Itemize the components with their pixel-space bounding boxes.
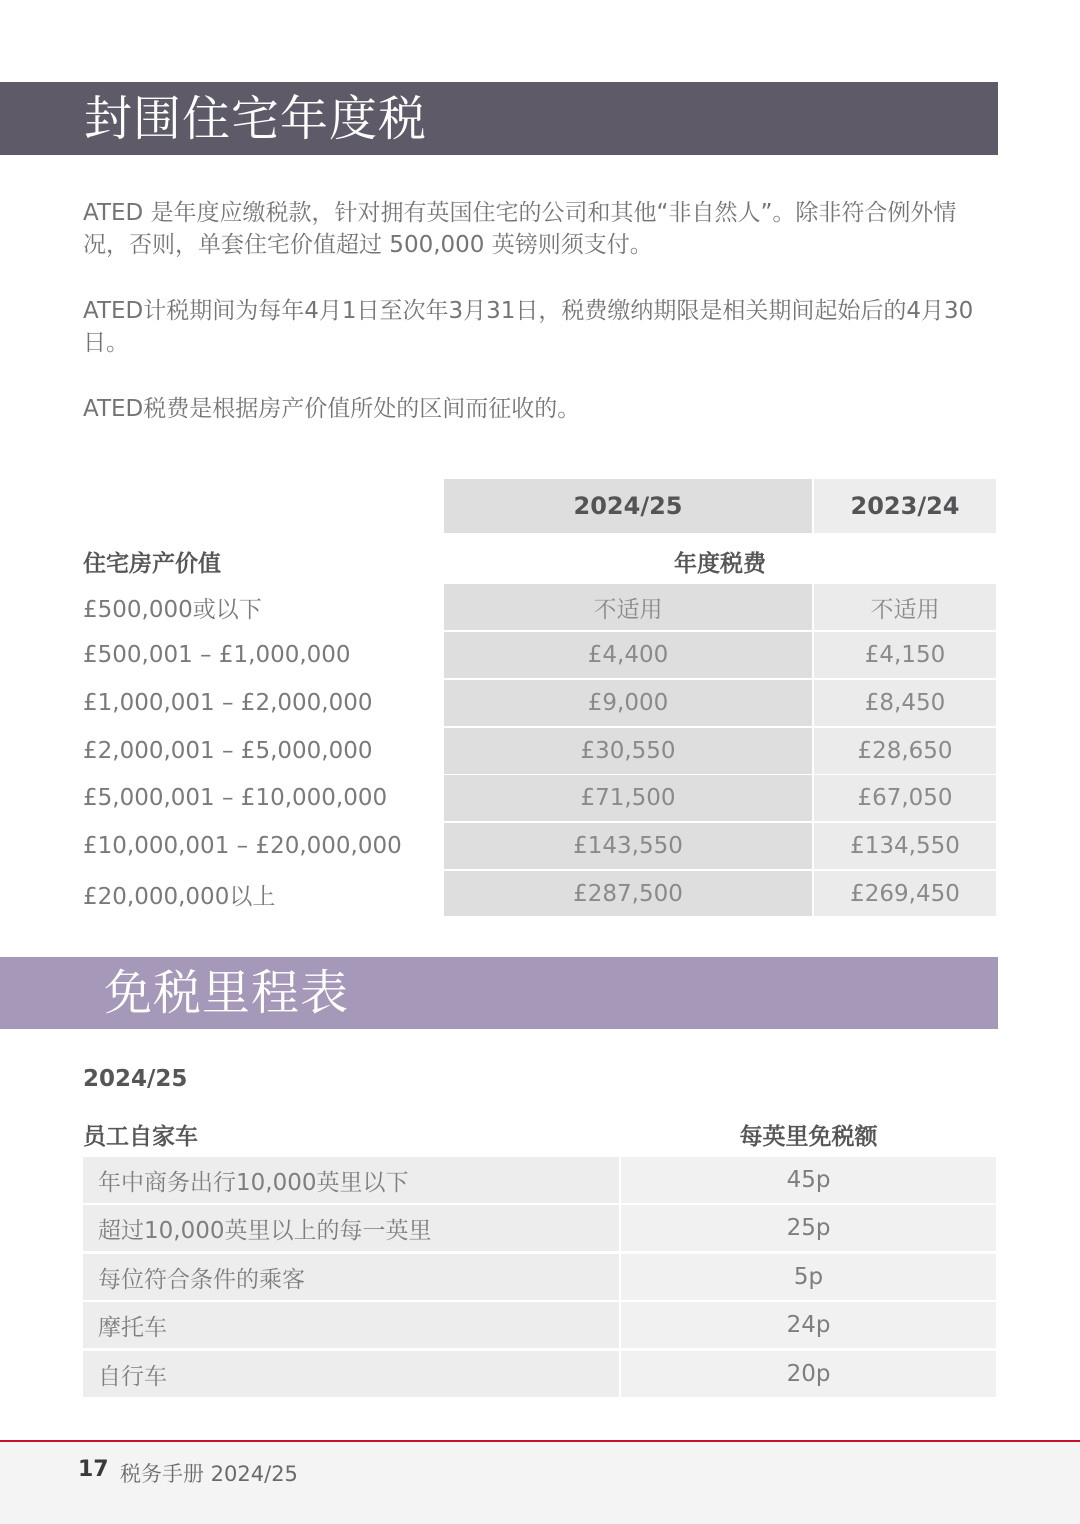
mileage-row-value: 25p: [621, 1205, 996, 1251]
mileage-row-label: 超过10,000英里以上的每一英里: [83, 1205, 619, 1251]
mileage-row-value: 24p: [621, 1302, 996, 1348]
mileage-row-value: 45p: [621, 1157, 996, 1203]
ated-band-label: £2,000,001 – £5,000,000: [83, 738, 373, 764]
ated-value-2024-25: £30,550: [444, 728, 812, 774]
ated-value-2023-24: £269,450: [814, 871, 996, 916]
mileage-col-right-header: 每英里免税额: [739, 1124, 878, 1150]
ated-band-label: £500,001 – £1,000,000: [83, 642, 351, 668]
ated-value-header: 年度税费: [674, 551, 766, 577]
ated-value-2023-24: 不适用: [814, 584, 996, 630]
ated-value-2023-24: £28,650: [814, 728, 996, 774]
mileage-section-title: 免税里程表: [104, 965, 350, 1021]
ated-value-2023-24: £134,550: [814, 823, 996, 869]
ated-value-2024-25: 不适用: [444, 584, 812, 630]
mileage-row-value: 5p: [621, 1254, 996, 1300]
mileage-row-label: 年中商务出行10,000英里以下: [83, 1157, 619, 1203]
mileage-section-banner: [0, 957, 998, 1029]
footer-publication-title: 税务手册 2024/25: [120, 1462, 298, 1486]
mileage-col-left-header: 员工自家车: [83, 1124, 198, 1150]
mileage-year: 2024/25: [83, 1066, 188, 1092]
ated-band-label: £20,000,000以上: [83, 883, 276, 910]
ated-paragraph-1: ATED 是年度应缴税款，针对拥有英国住宅的公司和其他“非自然人”。除非符合例外情况，否则，单套住宅价值超过 500,000 英镑则须支付。: [83, 200, 957, 258]
ated-value-2023-24: £8,450: [814, 680, 996, 726]
mileage-row-label: 摩托车: [83, 1302, 619, 1348]
page-number: 17: [78, 1457, 109, 1482]
ated-section-banner: [0, 82, 998, 155]
ated-value-2024-25: £287,500: [444, 871, 812, 916]
ated-paragraph-3: ATED税费是根据房产价值所处的区间而征收的。: [83, 396, 581, 422]
ated-value-2024-25: £143,550: [444, 823, 812, 869]
ated-value-2024-25: £71,500: [444, 775, 812, 821]
ated-value-2023-24: £67,050: [814, 775, 996, 821]
ated-section-title: 封围住宅年度税: [84, 90, 428, 147]
ated-paragraph-2: ATED计税期间为每年4月1日至次年3月31日，税费缴纳期限是相关期间起始后的4月30日。: [83, 298, 974, 356]
mileage-row-label: 每位符合条件的乘客: [83, 1254, 619, 1300]
ated-value-2024-25: £4,400: [444, 632, 812, 678]
ated-band-label: £5,000,001 – £10,000,000: [83, 785, 388, 811]
ated-band-label: £500,000或以下: [83, 596, 262, 623]
mileage-row-label: 自行车: [83, 1351, 619, 1397]
ated-value-2023-24: £4,150: [814, 632, 996, 678]
ated-band-label: £1,000,001 – £2,000,000: [83, 690, 373, 716]
ated-row-header: 住宅房产价值: [83, 551, 221, 577]
ated-value-2024-25: £9,000: [444, 680, 812, 726]
ated-band-label: £10,000,001 – £20,000,000: [83, 833, 402, 859]
ated-col-header-2024-25: 2024/25: [444, 479, 812, 533]
ated-col-header-2023-24: 2023/24: [814, 479, 996, 533]
mileage-row-value: 20p: [621, 1351, 996, 1397]
